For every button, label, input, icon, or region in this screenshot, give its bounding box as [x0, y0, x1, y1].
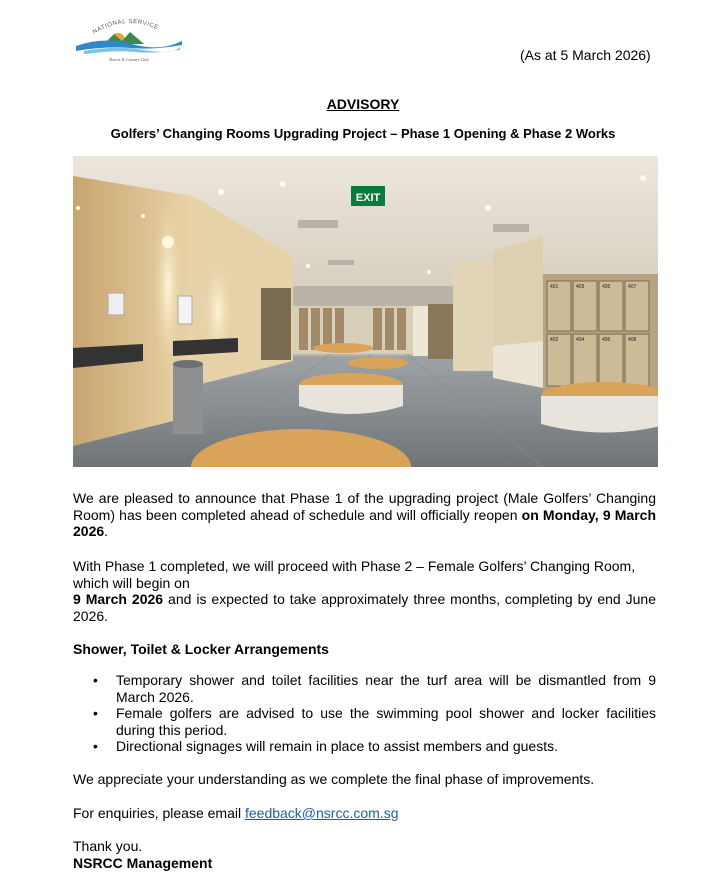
advisory-label: ADVISORY — [326, 96, 400, 112]
locker-number: 404 — [576, 337, 585, 343]
paragraph-phase2 — [73, 558, 656, 624]
as-at-date: (As at 5 March 2026) — [520, 47, 651, 63]
phase1-reopen-date: on Monday, 9 March 2026 — [73, 506, 656, 539]
logo-tagline: Resort & Country Club — [109, 57, 149, 62]
club-logo — [74, 14, 184, 64]
logo-arc-text: NATIONAL SERVICE — [92, 18, 160, 36]
advisory-subtitle: Golfers’ Changing Rooms Upgrading Project – Phase 1 Opening & Phase 2 Works — [110, 126, 616, 141]
changing-room-illustration — [73, 156, 658, 467]
locker-number: 402 — [550, 337, 559, 343]
locker-number: 408 — [628, 337, 637, 343]
arrangements-heading: Shower, Toilet & Locker Arrangements — [73, 641, 329, 657]
paragraph-phase1 — [73, 490, 656, 540]
locker-number: 407 — [628, 284, 637, 290]
list-item: • Female golfers are advised to use the swimming pool shower and locker facilities during this period. — [73, 705, 656, 738]
arrangements-list — [73, 672, 656, 755]
appreciation-text: We appreciate your understanding as we complete the final phase of improvements. — [73, 771, 595, 787]
enquiries-line — [73, 805, 398, 821]
club-logo-graphic — [74, 14, 184, 64]
phase2-rest: and is expected to take approximately three months, completing by end June 2026. — [73, 591, 656, 624]
exit-sign: EXIT — [355, 192, 381, 204]
list-item: • Directional signages will remain in place to assist members and guests. — [73, 738, 656, 755]
sign-off — [73, 838, 212, 872]
changing-room-photo — [73, 156, 658, 467]
phase1-end: . — [104, 523, 109, 539]
feedback-email-link[interactable]: feedback@nsrcc.com.sg — [244, 805, 399, 821]
phase2-start-date: 9 March 2026 — [73, 591, 164, 607]
enquiries-text: For enquiries, please email — [73, 805, 245, 821]
locker-number: 405 — [602, 284, 611, 290]
advisory-heading — [0, 96, 726, 112]
phase2-intro: With Phase 1 completed, we will proceed with Phase 2 – Female Golfers’ Changing Room, which will begin on — [73, 558, 636, 591]
signature: NSRCC Management — [73, 855, 213, 871]
locker-number: 403 — [576, 284, 585, 290]
svg-text:NATIONAL SERVICE — [92, 19, 159, 36]
locker-number: 401 — [550, 284, 559, 290]
locker-number: 406 — [602, 337, 611, 343]
list-item: • Temporary shower and toilet facilities near the turf area will be dismantled from 9 March 2026. — [73, 672, 656, 705]
thank-you-text: Thank you. — [73, 838, 143, 854]
phase1-text: We are pleased to announce that Phase 1 of the upgrading project (Male Golfers’ Changing Room) has been completed ahead of schedule and will officially reopen — [73, 490, 656, 523]
